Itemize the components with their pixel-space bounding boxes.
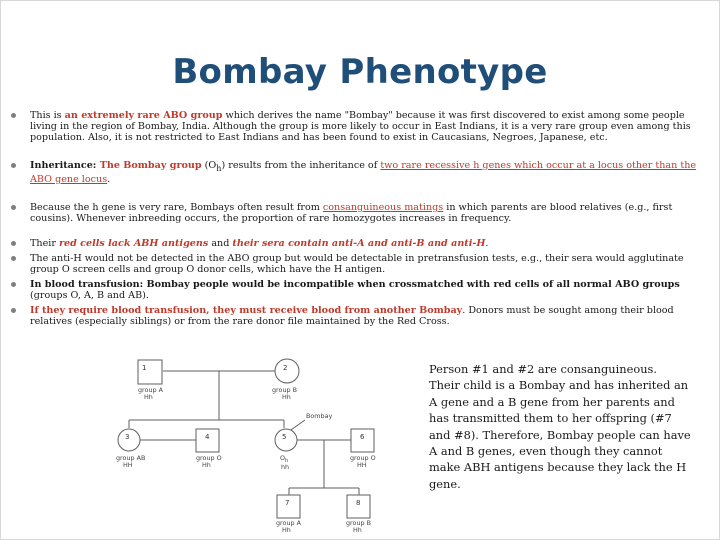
person-3	[116, 429, 145, 469]
person-group: group B	[346, 519, 371, 527]
bullet-text: This is	[30, 110, 65, 121]
bullet-text: (O	[201, 160, 217, 171]
person-group: group AB	[116, 454, 146, 462]
person-1	[138, 360, 164, 401]
bullet-highlight: If they require blood transfusion, they must receive blood from another Bombay	[30, 304, 463, 316]
person-genotype: HH	[123, 461, 133, 469]
bullet-item	[9, 253, 713, 275]
person-genotype: Hh	[282, 393, 291, 401]
person-number: 3	[125, 433, 130, 441]
bullet-item	[9, 279, 713, 301]
person-2	[272, 359, 299, 401]
bullet-text: .	[485, 237, 489, 249]
person-number: 7	[285, 499, 290, 507]
bullet-text: and	[208, 237, 233, 249]
bullet-text: (groups O, A, B and AB).	[30, 289, 149, 301]
bullet-text: Because the h gene is very rare, Bombays often result from	[30, 201, 323, 213]
person-group: group A	[276, 519, 301, 527]
pedigree-diagram	[100, 356, 400, 534]
bullet-highlight: an extremely rare ABO group	[64, 110, 223, 121]
person-number: 4	[205, 433, 210, 441]
person-7	[276, 495, 302, 534]
bullet-text: Their	[30, 237, 59, 249]
bullet-item	[9, 160, 713, 185]
bullet-link[interactable]: consanguineous matings	[322, 201, 444, 213]
bullet-item	[9, 110, 713, 143]
bullet-list	[9, 110, 713, 327]
person-genotype: Hh	[202, 461, 211, 469]
bullet-text: which derives the name "Bombay" because it was first discovered to exist among some people living in the region of Bombay, India. Although the group is more likely to occur in East Indians, it is a very rare group even among this population. Also, it is not restricted to East Indians and has been found to exist in Caucasians, Negroes, Japanese, etc.	[30, 110, 691, 143]
bombay-label: Bombay	[306, 412, 333, 420]
person-number: 1	[142, 364, 147, 372]
bullet-text: in which parents are blood relatives (e.g., first cousins). Whenever inbreeding occurs, the proportion of rare homozygotes increases in frequency.	[30, 201, 673, 224]
bullet-link[interactable]: two rare recessive h genes which occur at a locus other than the ABO gene locus	[30, 160, 697, 185]
bullet-highlight: red cells lack ABH antigens	[58, 237, 209, 249]
bullet-item	[9, 202, 713, 224]
person-number: 2	[283, 364, 288, 372]
slide-title: Bombay Phenotype	[172, 52, 548, 92]
person-group: group O	[196, 454, 222, 462]
bullet-highlight: their sera contain anti-A and anti-B and anti-H	[232, 237, 486, 249]
person-5	[275, 429, 297, 471]
bullet-text: . Donors must be sought among their blood relatives (especially siblings) or from the rare donor file maintained by the Red Cross.	[30, 304, 674, 327]
person-group-subscript: h	[285, 458, 289, 464]
subscript-h: h	[216, 163, 222, 173]
person-group: group O	[350, 454, 376, 462]
person-group-letter: O	[280, 454, 286, 462]
person-4	[196, 429, 222, 469]
person-genotype: HH	[357, 461, 367, 469]
bullet-text: .	[107, 173, 111, 185]
person-group: group B	[272, 386, 297, 394]
bullet-highlight: The Bombay group	[96, 160, 202, 171]
bullet-text: The anti-H would not be detected in the ABO group but would be detectable in pretransfusion tests, e.g., their sera would agglutinate group O screen cells and group O donor cells, which have the H antigen.	[30, 252, 684, 275]
person-genotype: Hh	[353, 526, 362, 534]
person-genotype: Hh	[282, 526, 291, 534]
person-number: 8	[356, 499, 361, 507]
person-number: 6	[360, 433, 365, 441]
person-genotype: Hh	[144, 393, 153, 401]
bullet-lead: Inheritance:	[30, 160, 97, 171]
bullet-text: ) results from the inheritance of	[221, 160, 381, 171]
pedigree-explanation: Person #1 and #2 are consanguineous. Their child is a Bombay and has inherited an A gene and a B gene from her parents and has transmitted them to her offspring (#7 and #8). Therefore, Bombay people can have A and B genes, even though they cannot make ABH antigens because they lack the H gene.	[429, 362, 691, 491]
person-genotype: hh	[281, 463, 290, 471]
bullet-item	[9, 305, 713, 327]
person-6	[350, 429, 376, 469]
bullet-item	[9, 238, 713, 249]
bullet-bold: In blood transfusion: Bombay people would be incompatible when crossmatched with red cells of all normal ABO groups	[30, 278, 680, 290]
person-8	[346, 495, 371, 534]
person-number: 5	[282, 433, 287, 441]
person-group: group A	[138, 386, 163, 394]
